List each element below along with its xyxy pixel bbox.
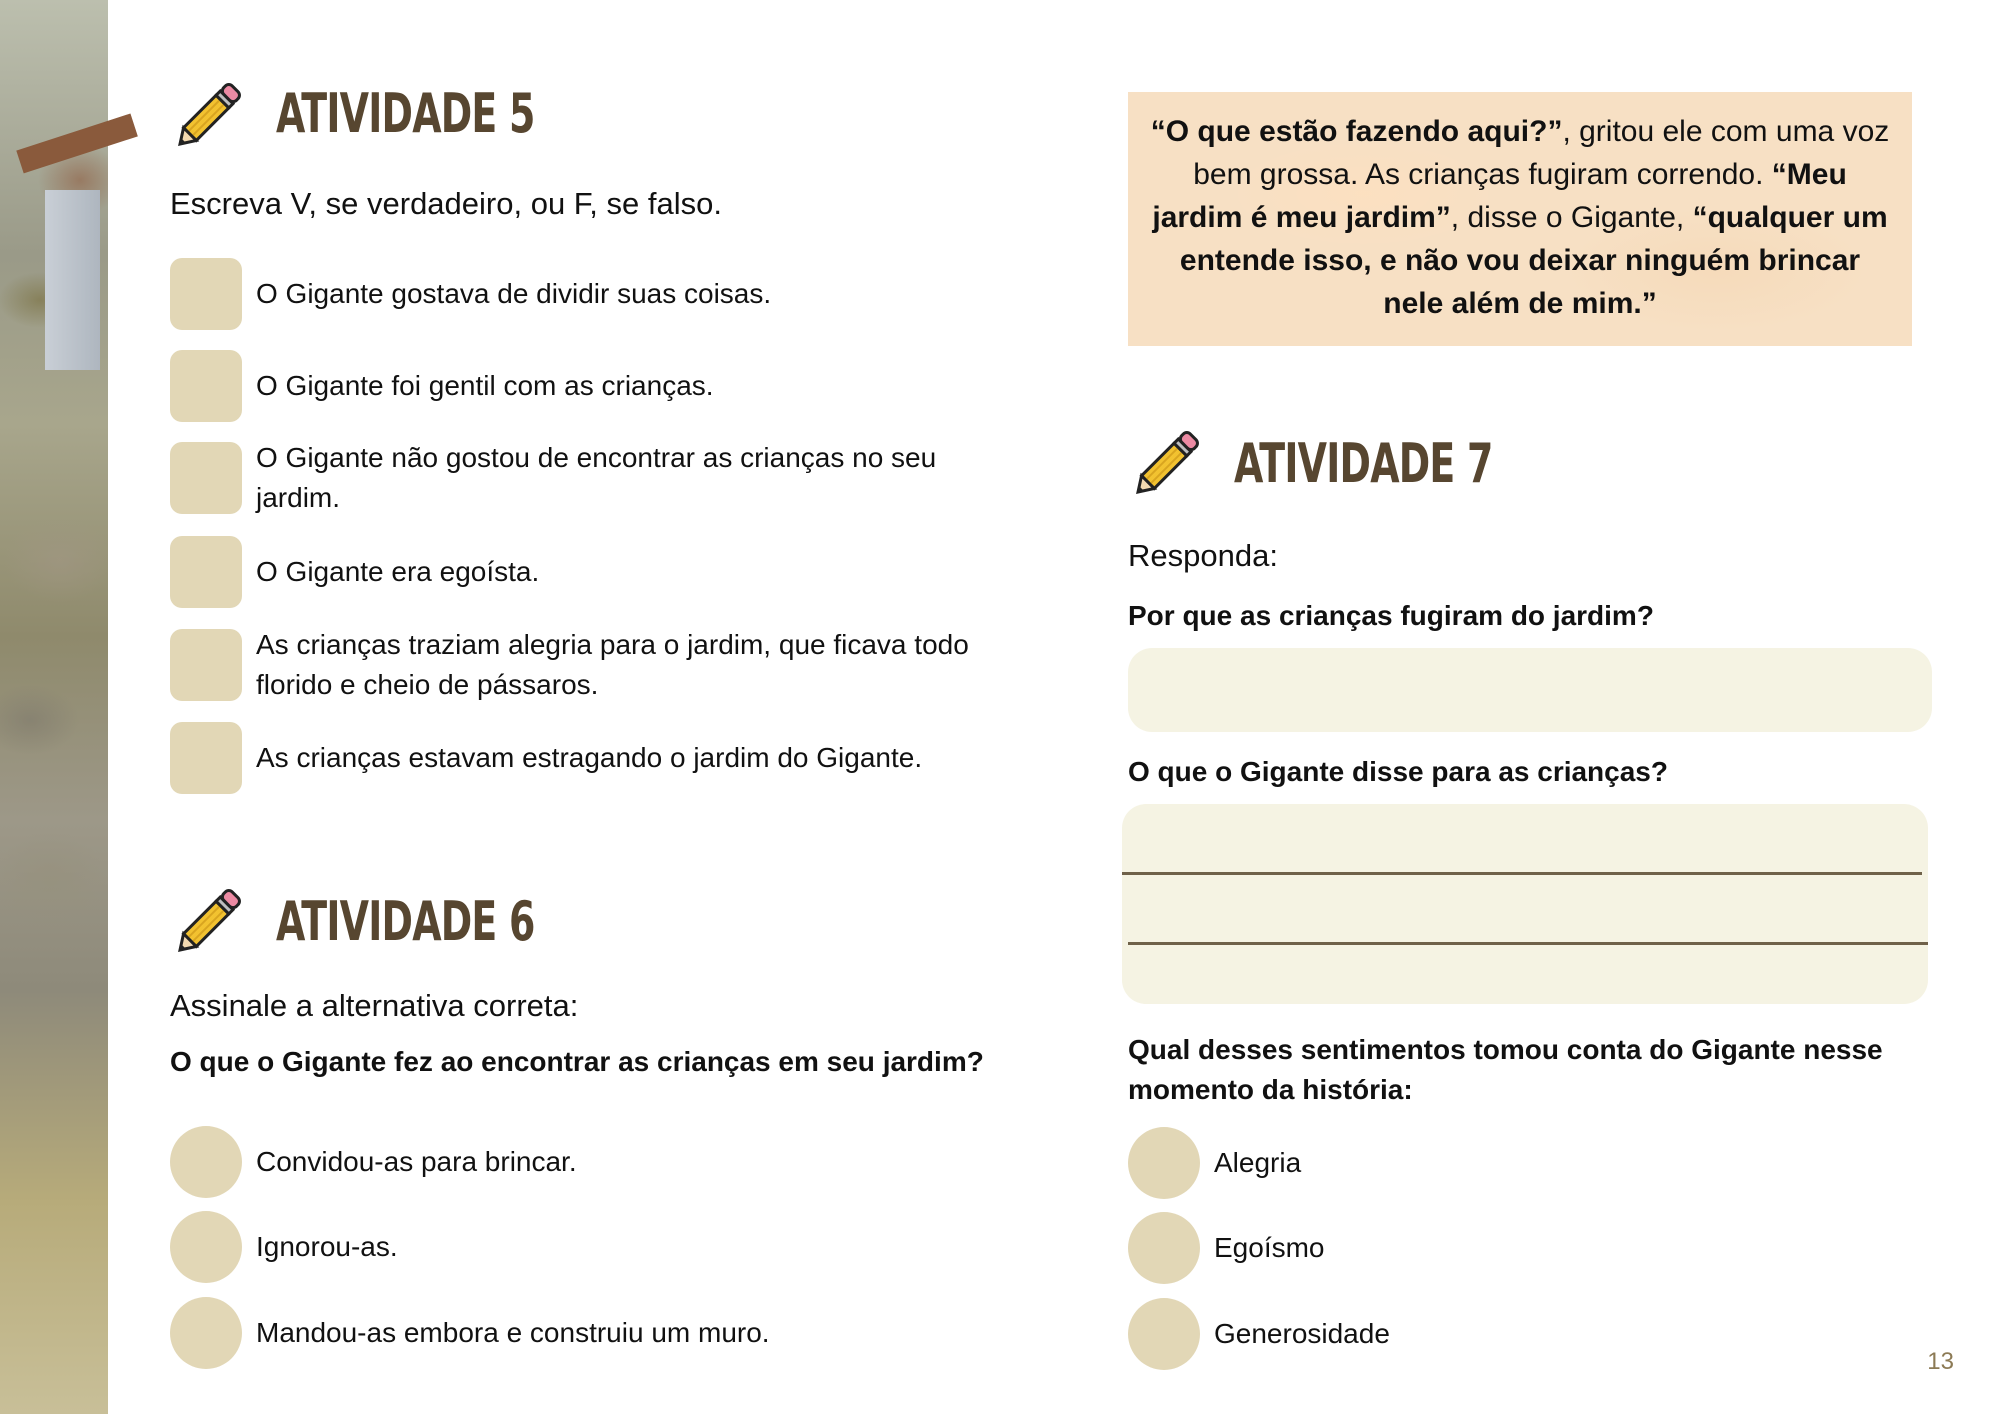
answer-box[interactable]: [170, 629, 242, 701]
side-illustration: [0, 0, 108, 1414]
writing-line: [1122, 872, 1922, 875]
pencil-icon: [166, 878, 252, 964]
quote-speech: “Meu jardim é meu jardim”: [1152, 158, 1847, 234]
pencil-icon: [1124, 420, 1210, 506]
option-text: Ignorou-as.: [256, 1231, 398, 1262]
option-text: Alegria: [1214, 1147, 1302, 1178]
statement-text: O Gigante gostava de dividir suas coisas.: [256, 278, 772, 309]
answer-box[interactable]: [170, 350, 242, 422]
option-text: Generosidade: [1214, 1318, 1390, 1349]
illustration-roof: [16, 114, 138, 174]
quote-speech: “qualquer um entende isso, e não vou deixar ninguém brincar nele além de mim.”: [1179, 201, 1888, 320]
option-radio[interactable]: [170, 1211, 242, 1283]
activity6-instruction: Assinale a alternativa correta:: [170, 988, 579, 1023]
answer-field-1[interactable]: [1128, 648, 1932, 732]
activity7-question1: Por que as crianças fugiram do jardim?: [1128, 600, 1654, 631]
illustration-wall: [45, 190, 100, 370]
story-quote-box: [1128, 92, 1912, 346]
answer-box[interactable]: [170, 258, 242, 330]
quote-narration: , disse o Gigante,: [1450, 201, 1685, 234]
activity5-title: ATIVIDADE 5: [276, 82, 535, 145]
page-number: 13: [1927, 1348, 1954, 1375]
option-radio[interactable]: [170, 1297, 242, 1369]
pencil-icon: [166, 72, 252, 158]
statement-text: O Gigante não gostou de encontrar as crianças no seu jardim.: [256, 442, 937, 513]
quote-speech: “O que estão fazendo aqui?”: [1150, 115, 1563, 148]
activity5-instruction: Escreva V, se verdadeiro, ou F, se falso.: [170, 186, 722, 221]
option-text: Mandou-as embora e construiu um muro.: [256, 1317, 770, 1348]
statement-text: O Gigante era egoísta.: [256, 556, 540, 587]
option-radio[interactable]: [1128, 1298, 1200, 1370]
answer-box[interactable]: [170, 442, 242, 514]
option-radio[interactable]: [1128, 1212, 1200, 1284]
statement-text: O Gigante foi gentil com as crianças.: [256, 370, 714, 401]
option-text: Egoísmo: [1214, 1232, 1325, 1263]
answer-box[interactable]: [170, 722, 242, 794]
activity7-title: ATIVIDADE 7: [1234, 432, 1493, 495]
activity7-question2: O que o Gigante disse para as crianças?: [1128, 756, 1668, 787]
answer-field-2[interactable]: [1122, 804, 1928, 1004]
option-radio[interactable]: [1128, 1127, 1200, 1199]
statement-text: As crianças traziam alegria para o jardim, que ficava todo florido e cheio de pássaros.: [256, 629, 969, 700]
writing-line: [1128, 942, 1928, 945]
statement-text: As crianças estavam estragando o jardim do Gigante.: [256, 742, 923, 773]
answer-box[interactable]: [170, 536, 242, 608]
activity7-question3: Qual desses sentimentos tomou conta do Gigante nesse momento da história:: [1128, 1034, 1883, 1105]
activity7-instruction: Responda:: [1128, 538, 1278, 573]
option-radio[interactable]: [170, 1126, 242, 1198]
option-text: Convidou-as para brincar.: [256, 1146, 577, 1177]
activity6-question: O que o Gigante fez ao encontrar as crianças em seu jardim?: [170, 1046, 984, 1077]
quote-narration: , gritou ele com uma voz bem grossa. As crianças fugiram correndo.: [1193, 115, 1890, 191]
activity6-title: ATIVIDADE 6: [276, 890, 535, 953]
